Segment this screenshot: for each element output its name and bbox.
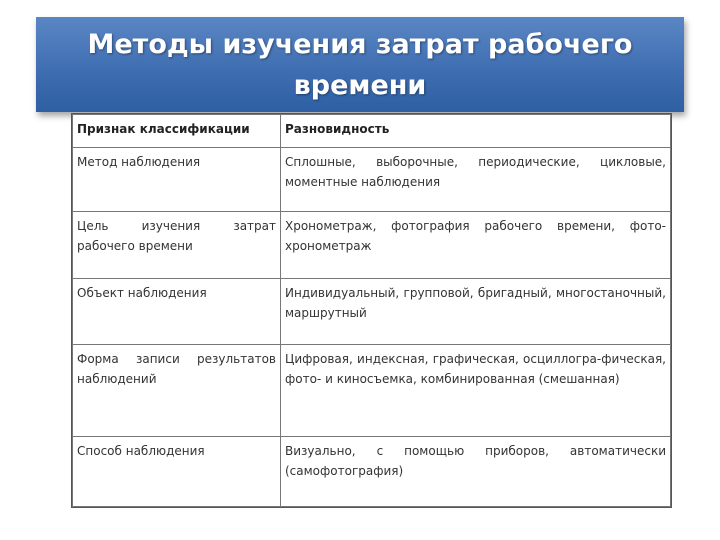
title-banner [36, 17, 684, 112]
criterion-cell: Метод наблюдения [73, 148, 281, 212]
table-row [73, 148, 671, 212]
table-row [73, 345, 671, 436]
table-header-row [73, 115, 671, 148]
table-row [73, 436, 671, 506]
criterion-cell: Цель изучения затрат рабочего времени [73, 212, 281, 279]
table-row [73, 212, 671, 279]
criterion-cell: Способ наблюдения [73, 436, 281, 506]
classification-table [72, 114, 671, 507]
variety-cell: Хронометраж, фотография рабочего времени, фото-хронометраж [281, 212, 671, 279]
slide-title: Методы изучения затрат рабочего времени [87, 28, 633, 101]
variety-cell: Сплошные, выборочные, периодические, цикловые, моментные наблюдения [281, 148, 671, 212]
criterion-cell: Объект наблюдения [73, 279, 281, 345]
classification-table-wrapper [71, 113, 672, 508]
header-criterion: Признак классификации [73, 115, 281, 148]
header-variety: Разновидность [281, 115, 671, 148]
table-row [73, 279, 671, 345]
variety-cell: Индивидуальный, групповой, бригадный, многостаночный, маршрутный [281, 279, 671, 345]
criterion-cell: Форма записи результатов наблюдений [73, 345, 281, 436]
variety-cell: Цифровая, индексная, графическая, осциллогра-фическая, фото- и киносъемка, комбинированная (смешанная) [281, 345, 671, 436]
variety-cell: Визуально, с помощью приборов, автоматически (самофотография) [281, 436, 671, 506]
